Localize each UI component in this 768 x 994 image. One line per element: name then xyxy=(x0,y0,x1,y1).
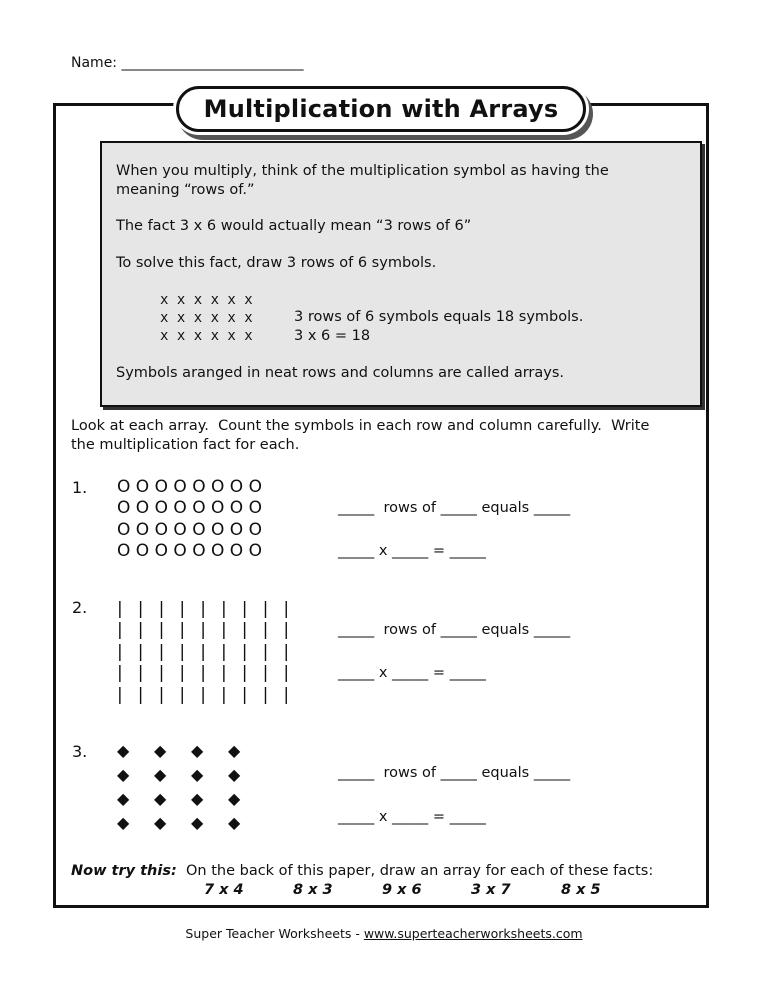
array-symbol: | xyxy=(158,641,165,662)
array-symbol: O xyxy=(173,476,187,497)
array-symbol: ◆ xyxy=(117,788,130,808)
array-symbol: ◆ xyxy=(117,740,130,760)
array-bars xyxy=(117,598,304,706)
array-symbol: ◆ xyxy=(154,740,167,760)
info-line-4: To solve this fact, draw 3 rows of 6 symbols. xyxy=(116,255,437,271)
array-symbol: | xyxy=(137,641,144,662)
array-symbol: | xyxy=(241,641,248,662)
array-symbol: O xyxy=(154,519,168,540)
array-symbol: | xyxy=(137,684,144,705)
array-symbol: | xyxy=(283,598,290,619)
array-symbol: | xyxy=(179,663,186,684)
problem-number-1: 1. xyxy=(72,478,88,497)
array-symbol: | xyxy=(200,598,206,619)
answer-line-2a: _____ rows of _____ equals _____ xyxy=(338,622,571,638)
footer-link[interactable]: www.superteacherworksheets.com xyxy=(363,926,583,941)
array-symbol: | xyxy=(283,663,290,684)
array-row xyxy=(117,541,267,563)
info-line-1: When you multiply, think of the multiplication symbol as having the xyxy=(116,163,609,179)
instructions-line-1: Look at each array. Count the symbols in each row and column carefully. Write xyxy=(71,418,650,434)
array-symbol: O xyxy=(135,541,150,562)
array-row xyxy=(117,498,267,520)
array-row xyxy=(117,786,265,810)
example-row-2: x x x x x x xyxy=(160,310,253,326)
array-row xyxy=(117,641,304,663)
array-symbol: | xyxy=(262,684,269,705)
array-symbol: | xyxy=(200,663,206,684)
array-symbol: | xyxy=(117,620,123,641)
array-symbol: O xyxy=(117,476,131,497)
array-symbol: O xyxy=(192,519,206,540)
try-this-text: On the back of this paper, draw an array for each of these facts: xyxy=(176,863,654,879)
array-symbol: | xyxy=(158,620,165,641)
array-symbol: O xyxy=(117,541,131,562)
array-symbol: | xyxy=(262,641,269,662)
array-symbol: O xyxy=(154,498,168,519)
array-symbol: | xyxy=(117,641,123,662)
info-line-2: meaning “rows of.” xyxy=(116,182,255,198)
array-symbol: | xyxy=(241,598,248,619)
fact-4: 3 x 7 xyxy=(471,882,511,898)
array-row xyxy=(117,476,267,498)
array-symbol: | xyxy=(220,641,227,662)
array-symbol: ◆ xyxy=(117,764,130,784)
array-symbol: | xyxy=(200,620,206,641)
fact-5: 8 x 5 xyxy=(561,882,601,898)
array-row xyxy=(117,762,265,786)
info-box xyxy=(100,141,702,407)
array-symbol: O xyxy=(192,476,206,497)
array-symbol: O xyxy=(135,519,150,540)
array-symbol: O xyxy=(229,476,244,497)
array-symbol: O xyxy=(210,476,225,497)
instructions-line-2: the multiplication fact for each. xyxy=(71,437,300,453)
array-symbol: O xyxy=(248,541,262,562)
array-symbol: | xyxy=(117,663,123,684)
array-symbol: O xyxy=(229,498,244,519)
array-symbol: ◆ xyxy=(228,788,241,808)
array-symbol: O xyxy=(192,498,206,519)
example-text-1: 3 rows of 6 symbols equals 18 symbols. xyxy=(294,309,584,325)
array-symbol: | xyxy=(241,663,248,684)
fact-1: 7 x 4 xyxy=(204,882,244,898)
array-symbol: | xyxy=(137,663,144,684)
array-symbol: | xyxy=(200,684,206,705)
array-symbol: | xyxy=(158,663,165,684)
array-symbol: ◆ xyxy=(191,740,204,760)
problem-number-3: 3. xyxy=(72,742,88,761)
info-line-3: The fact 3 x 6 would actually mean “3 rows of 6” xyxy=(116,218,472,234)
array-symbol: ◆ xyxy=(191,812,204,832)
array-symbol: | xyxy=(158,598,165,619)
array-symbol: O xyxy=(192,541,206,562)
array-symbol: | xyxy=(220,620,227,641)
array-row xyxy=(117,620,304,642)
array-symbol: O xyxy=(173,498,187,519)
array-diamonds xyxy=(117,738,265,834)
array-symbol: ◆ xyxy=(154,812,167,832)
array-symbol: | xyxy=(220,663,227,684)
array-symbol: ◆ xyxy=(117,812,130,832)
array-symbol: O xyxy=(210,541,225,562)
array-symbol: | xyxy=(283,641,290,662)
array-symbol: | xyxy=(283,620,290,641)
array-symbol: ◆ xyxy=(228,812,241,832)
array-symbol: ◆ xyxy=(228,740,241,760)
array-symbol: | xyxy=(241,684,248,705)
array-symbol: O xyxy=(210,519,225,540)
try-this-label: Now try this: xyxy=(71,863,177,879)
array-symbol: O xyxy=(173,541,187,562)
example-text-2: 3 x 6 = 18 xyxy=(294,328,371,344)
answer-line-3a: _____ rows of _____ equals _____ xyxy=(338,765,571,781)
array-symbol: O xyxy=(248,476,262,497)
answer-line-3b: _____ x _____ = _____ xyxy=(338,809,486,825)
array-circles xyxy=(117,476,267,562)
array-symbol: O xyxy=(248,519,262,540)
fact-2: 8 x 3 xyxy=(293,882,333,898)
fact-3: 9 x 6 xyxy=(382,882,422,898)
page-title: Multiplication with Arrays xyxy=(176,86,586,132)
answer-line-1b: _____ x _____ = _____ xyxy=(338,543,486,559)
footer-text: Super Teacher Worksheets - xyxy=(185,926,364,941)
array-row xyxy=(117,663,304,685)
array-symbol: | xyxy=(179,620,186,641)
example-row-1: x x x x x x xyxy=(160,292,253,308)
array-symbol: | xyxy=(137,620,144,641)
array-symbol: | xyxy=(117,684,123,705)
answer-line-1a: _____ rows of _____ equals _____ xyxy=(338,500,571,516)
array-symbol: | xyxy=(262,598,269,619)
array-symbol: ◆ xyxy=(154,764,167,784)
array-symbol: | xyxy=(179,684,186,705)
array-symbol: | xyxy=(220,684,227,705)
array-symbol: | xyxy=(262,663,269,684)
array-symbol: | xyxy=(179,598,186,619)
array-symbol: O xyxy=(173,519,187,540)
array-symbol: | xyxy=(283,684,290,705)
try-this xyxy=(71,863,653,879)
answer-line-2b: _____ x _____ = _____ xyxy=(338,665,486,681)
array-symbol: ◆ xyxy=(154,788,167,808)
array-symbol: O xyxy=(248,498,262,519)
array-symbol: | xyxy=(117,598,123,619)
array-symbol: O xyxy=(229,519,244,540)
array-symbol: O xyxy=(210,498,225,519)
example-row-3: x x x x x x xyxy=(160,328,253,344)
array-symbol: O xyxy=(135,476,150,497)
array-symbol: ◆ xyxy=(191,764,204,784)
array-symbol: ◆ xyxy=(228,764,241,784)
array-symbol: | xyxy=(137,598,144,619)
array-symbol: | xyxy=(200,641,206,662)
array-symbol: O xyxy=(154,541,168,562)
footer xyxy=(0,926,768,941)
array-row xyxy=(117,519,267,541)
info-line-5: Symbols aranged in neat rows and columns are called arrays. xyxy=(116,365,565,381)
array-symbol: | xyxy=(220,598,227,619)
array-symbol: ◆ xyxy=(191,788,204,808)
array-symbol: O xyxy=(135,498,150,519)
problem-number-2: 2. xyxy=(72,598,88,617)
array-row xyxy=(117,738,265,762)
name-field-label: Name: __________________________ xyxy=(71,55,304,71)
array-row xyxy=(117,598,304,620)
array-symbol: O xyxy=(117,498,131,519)
array-symbol: | xyxy=(179,641,186,662)
array-symbol: | xyxy=(241,620,248,641)
array-symbol: O xyxy=(154,476,168,497)
array-row xyxy=(117,684,304,706)
array-symbol: | xyxy=(262,620,269,641)
array-row xyxy=(117,810,265,834)
array-symbol: | xyxy=(158,684,165,705)
array-symbol: O xyxy=(117,519,131,540)
array-symbol: O xyxy=(229,541,244,562)
